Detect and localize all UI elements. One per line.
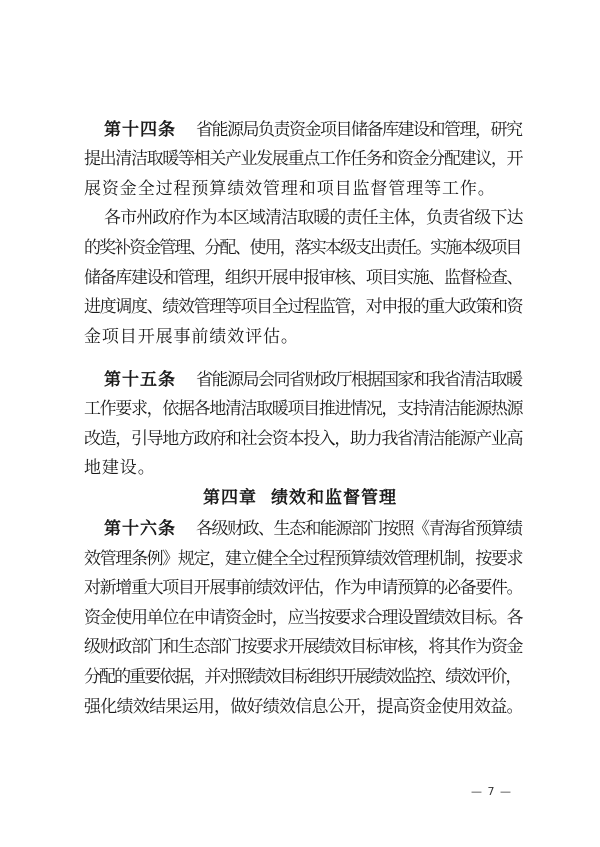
article-16-label: 第十六条 (104, 519, 176, 539)
article-15-line-2: 工作要求，依据各地清洁取暖项目推进情况，支持清洁能源热源 (84, 399, 523, 419)
article-14-line-1 (104, 119, 522, 141)
article-14-label: 第十四条 (104, 120, 176, 140)
article-14-para2-line-2: 的奖补资金管理、分配、使用，落实本级支出责任。实施本级项目 (84, 238, 521, 258)
article-16-line-1 (104, 518, 522, 540)
article-16-line-7: 强化绩效结果运用，做好绩效信息公开，提高资金使用效益。 (84, 697, 523, 717)
article-14-para2-line-1: 各市州政府作为本区域清洁取暖的责任主体，负责省级下达 (104, 208, 523, 228)
chapter-number: 第四章 (203, 488, 257, 508)
article-16-line-2: 效管理条例》规定，建立健全全过程预算绩效管理机制，按要求 (84, 549, 523, 569)
article-15-line-4: 地建设。 (84, 458, 156, 478)
article-15-line-3: 改造，引导地方政府和社会资本投入，助力我省清洁能源产业高 (84, 429, 523, 449)
article-14-line-3: 展资金全过程预算绩效管理和项目监督管理等工作。 (84, 179, 496, 199)
chapter-title: 绩效和监督管理 (271, 488, 397, 508)
article-14-line-2: 提出清洁取暖等相关产业发展重点工作任务和资金分配建议，开 (84, 149, 523, 169)
article-15-label: 第十五条 (104, 370, 176, 390)
article-16-text-1: 各级财政、生态和能源部门按照《青海省预算绩 (196, 519, 522, 539)
article-14-para2-line-3: 储备库建设和管理，组织开展申报审核、项目实施、监督检查、 (84, 268, 523, 288)
article-16-line-5: 级财政部门和生态部门按要求开展绩效目标审核，将其作为资金 (84, 637, 523, 657)
article-16-line-3: 对新增重大项目开展事前绩效评估，作为申请预算的必备要件。 (84, 578, 523, 598)
page-number: — 7 — (471, 785, 512, 798)
article-14-para2-line-5: 金项目开展事前绩效评估。 (84, 327, 299, 347)
article-14-para2-line-4: 进度调度、绩效管理等项目全过程监管，对申报的重大政策和资 (84, 297, 523, 317)
chapter-heading (0, 487, 600, 509)
article-14-text-1: 省能源局负责资金项目储备库建设和管理，研究 (196, 120, 522, 140)
article-15-line-1 (104, 369, 522, 391)
article-16-line-6: 分配的重要依据，并对照绩效目标组织开展绩效监控、绩效评价， (84, 667, 521, 687)
article-15-text-1: 省能源局会同省财政厅根据国家和我省清洁取暖 (196, 370, 522, 390)
article-16-line-4: 资金使用单位在申请资金时，应当按要求合理设置绩效目标。各 (84, 608, 523, 628)
